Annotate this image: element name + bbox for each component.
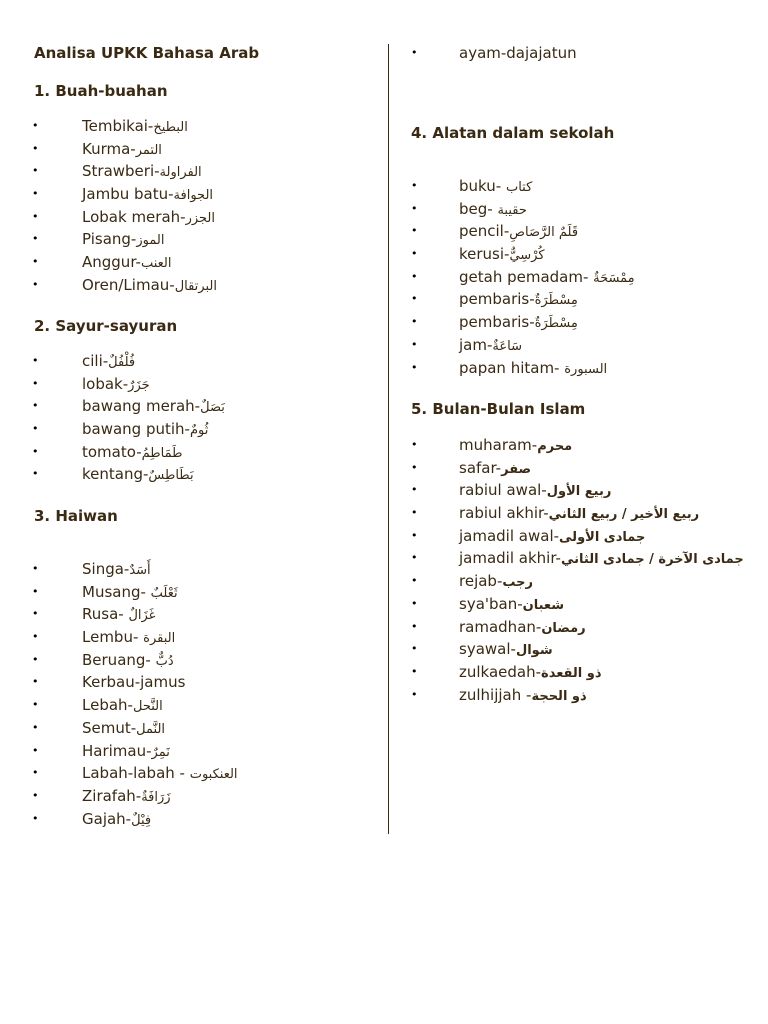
bullet-icon: • (411, 619, 418, 633)
malay-word: kentang- (82, 465, 149, 484)
heading-haiwan: 3. Haiwan (34, 507, 118, 525)
bullet-icon: • (32, 354, 39, 367)
bullet-icon: • (32, 788, 39, 802)
arabic-word: فُلْفُلٌ (108, 355, 136, 370)
item-text (459, 434, 572, 459)
list-item (0, 206, 388, 229)
malay-word: Lebah- (82, 696, 133, 715)
bullet-icon: • (32, 467, 39, 481)
bullet-icon: • (32, 399, 39, 413)
arabic-word: دُبٌّ (155, 653, 174, 669)
bullet-icon: • (32, 607, 39, 621)
item-text (459, 457, 531, 482)
list-item (0, 228, 388, 251)
list-item (392, 243, 768, 266)
malay-word: safar- (459, 458, 502, 477)
arabic-word: بَصَلٌ (200, 400, 225, 416)
malay-word: muharam- (459, 436, 538, 454)
bullet-icon: • (411, 179, 418, 192)
arabic-word: طَمَاطِمُ (141, 445, 183, 461)
item-text (459, 175, 532, 200)
list-item (0, 717, 388, 740)
malay-word: pembaris- (459, 290, 535, 309)
bullet-icon: • (411, 247, 418, 261)
list-item (392, 684, 768, 707)
bullet-icon: • (32, 422, 39, 436)
item-text (82, 183, 213, 208)
list-item (392, 175, 768, 198)
list-item (0, 463, 388, 486)
bullet-icon: • (32, 255, 39, 269)
malay-word: Harimau- (82, 741, 152, 760)
malay-word: ayam-dajajatun (459, 44, 577, 62)
malay-word: Singa- (82, 560, 130, 578)
bullet-icon: • (32, 811, 39, 825)
list-item (0, 762, 388, 785)
list-item (392, 357, 768, 380)
arabic-word: ذو القعدة (541, 665, 602, 681)
arabic-word: محرم (537, 439, 573, 454)
list-item (0, 160, 388, 183)
item-text (82, 418, 208, 443)
bullet-icon: • (411, 315, 418, 329)
arabic-word: جمادى الآخرة / جمادى الثاني (560, 552, 744, 568)
malay-word: bawang merah- (82, 397, 201, 416)
bullet-icon: • (32, 444, 39, 458)
item-text (82, 717, 165, 742)
malay-word: sya'ban- (459, 594, 523, 613)
list-item (392, 593, 768, 616)
bullet-icon: • (411, 46, 418, 59)
list-item (0, 558, 388, 581)
arabic-word: مِمْسَحَةٌ (593, 270, 635, 286)
arabic-word: شوال (515, 643, 553, 659)
arabic-word: ربيع الأول (546, 484, 612, 500)
heading-sayur-sayuran: 2. Sayur-sayuran (34, 317, 178, 335)
list-alatan-sekolah (392, 175, 768, 379)
heading-bulan-islam: 5. Bulan-Bulan Islam (411, 400, 586, 418)
list-buah-buahan (0, 115, 388, 297)
bullet-icon: • (411, 224, 418, 238)
arabic-word: العنكبوت (189, 767, 238, 783)
arabic-word: فِيْلٌ (131, 812, 152, 828)
list-item (0, 274, 388, 297)
item-text (82, 603, 155, 628)
list-item (0, 603, 388, 626)
malay-word: Lembu- (82, 628, 144, 647)
malay-word: tomato- (82, 442, 142, 461)
list-item (392, 198, 768, 221)
document-title: Analisa UPKK Bahasa Arab (34, 44, 260, 62)
item-text (459, 357, 607, 382)
arabic-word: نَمِرٌ (151, 744, 170, 760)
list-item (0, 138, 388, 161)
bullet-icon: • (32, 766, 39, 780)
item-text (459, 547, 744, 572)
bullet-icon: • (411, 574, 418, 588)
item-text (82, 251, 172, 276)
malay-word: zulkaedah- (459, 662, 542, 681)
malay-word: Zirafah- (82, 786, 142, 805)
list-item (392, 220, 768, 243)
bullet-icon: • (32, 584, 39, 598)
malay-word: Musang- (82, 582, 151, 601)
bullet-icon: • (411, 596, 418, 610)
arabic-word: حقيبة (497, 202, 527, 218)
malay-word: rabiul awal- (459, 481, 547, 500)
list-item (0, 808, 388, 831)
malay-word: Kerbau-jamus (82, 673, 186, 692)
item-text (459, 479, 611, 504)
list-item (0, 694, 388, 717)
list-item (392, 638, 768, 661)
list-item (392, 661, 768, 684)
item-text (459, 243, 545, 268)
bullet-icon: • (411, 506, 418, 520)
item-text (82, 138, 162, 163)
malay-word: Kurma- (82, 139, 136, 158)
arabic-word: رمضان (541, 620, 586, 636)
bullet-icon: • (32, 630, 39, 644)
item-text (459, 266, 635, 291)
item-text (459, 593, 564, 618)
list-item (392, 479, 768, 502)
malay-word: Pisang- (82, 230, 137, 249)
arabic-word: الجزر (185, 210, 215, 226)
item-text (459, 220, 578, 245)
malay-word: zulhijjah - (459, 685, 532, 704)
malay-word: Semut- (82, 718, 137, 737)
item-text (82, 395, 225, 420)
arabic-word: النَّمل (136, 721, 166, 737)
arabic-word: الفراولة (159, 165, 202, 181)
list-item (392, 434, 768, 457)
arabic-word: غَزَالٌ (128, 608, 156, 624)
malay-word: jamadil awal- (459, 526, 560, 545)
malay-word: rejab- (459, 572, 503, 591)
bullet-icon: • (32, 652, 39, 666)
item-text (459, 570, 533, 595)
arabic-word: النَّحل (132, 699, 163, 715)
list-item (392, 457, 768, 480)
malay-word: Tembikai- (82, 117, 154, 135)
bullet-icon: • (411, 483, 418, 497)
list-item (392, 547, 768, 570)
item-text (82, 463, 194, 488)
malay-word: buku- (459, 177, 506, 195)
arabic-word: صفر (501, 461, 532, 477)
arabic-word: البطيخ (153, 120, 188, 135)
arabic-word: كتاب (505, 180, 533, 195)
bullet-icon: • (32, 232, 39, 246)
item-text (459, 525, 645, 550)
list-item (392, 525, 768, 548)
item-text (459, 311, 578, 336)
list-item (392, 266, 768, 289)
item-text (82, 115, 188, 140)
heading-alatan-sekolah: 4. Alatan dalam sekolah (411, 124, 615, 142)
list-item (0, 740, 388, 763)
bullet-icon: • (32, 743, 39, 757)
bullet-icon: • (32, 698, 39, 712)
malay-word: Beruang- (82, 650, 156, 669)
item-text (459, 661, 602, 686)
bullet-icon: • (411, 360, 418, 374)
item-text (459, 638, 553, 663)
bullet-icon: • (411, 460, 418, 474)
bullet-icon: • (411, 269, 418, 283)
arabic-word: الجوافة (173, 188, 214, 204)
item-text (82, 350, 135, 375)
arabic-word: قَلَمٌ الرَّصَاصِ (509, 225, 579, 241)
arabic-word: مِسْطَرَةٌ (534, 293, 578, 309)
list-item (0, 183, 388, 206)
list-item (0, 626, 388, 649)
item-text (82, 808, 151, 833)
arabic-word: التمر (135, 142, 162, 158)
item-text (459, 334, 522, 359)
arabic-word: العنب (140, 256, 172, 272)
item-text (82, 671, 185, 694)
arabic-word: ربيع الأخير / ربيع الثاني (548, 507, 700, 523)
list-bulan-islam (392, 434, 768, 706)
list-item (0, 418, 388, 441)
bullet-icon: • (411, 337, 418, 351)
malay-word: kerusi- (459, 245, 510, 264)
item-text (82, 274, 217, 299)
malay-word: jamadil akhir- (459, 549, 561, 568)
bullet-icon: • (32, 164, 39, 178)
malay-word: Labah-labah - (82, 764, 190, 783)
arabic-word: رجب (502, 575, 533, 591)
arabic-word: بَطَاطِسٌ (148, 468, 194, 484)
malay-word: bawang putih- (82, 420, 190, 439)
item-text (459, 288, 578, 313)
list-sayur-sayuran (0, 350, 388, 486)
bullet-icon: • (32, 720, 39, 734)
list-item (0, 649, 388, 672)
item-text (459, 616, 586, 641)
item-text (82, 228, 164, 253)
arabic-word: ثُومٌ (189, 423, 209, 439)
arabic-word: أَسَدٌ (129, 563, 151, 578)
malay-word: pembaris- (459, 313, 535, 332)
arabic-word: الموز (136, 233, 165, 249)
bullet-icon: • (411, 438, 418, 451)
item-text (82, 740, 170, 765)
list-item (392, 570, 768, 593)
bullet-icon: • (411, 664, 418, 678)
bullet-icon: • (32, 562, 39, 575)
malay-word: Jambu batu- (82, 185, 174, 204)
item-text (459, 684, 587, 709)
bullet-icon: • (32, 141, 39, 155)
item-text (82, 649, 174, 674)
bullet-icon: • (32, 209, 39, 223)
list-item (0, 671, 388, 694)
item-text (82, 762, 238, 787)
list-item (0, 441, 388, 464)
list-item (392, 616, 768, 639)
arabic-word: البقرة (143, 631, 176, 647)
arabic-word: شعبان (522, 597, 565, 613)
list-item (0, 251, 388, 274)
malay-word: Rusa- (82, 605, 129, 624)
arabic-word: البرتقال (174, 278, 217, 294)
bullet-icon: • (411, 528, 418, 542)
item-text (459, 198, 527, 223)
arabic-word: ذو الحجة (531, 688, 587, 704)
item-text (82, 558, 151, 583)
bullet-icon: • (32, 187, 39, 201)
item-text (82, 785, 171, 810)
column-divider (388, 44, 389, 834)
list-item (392, 502, 768, 525)
list-item (0, 373, 388, 396)
malay-word: syawal- (459, 640, 516, 659)
malay-word: Lobak merah- (82, 207, 186, 226)
malay-word: rabiul akhir- (459, 504, 549, 523)
item-text (82, 626, 175, 651)
item-text (82, 160, 202, 185)
list-item (392, 334, 768, 357)
arabic-word: السبورة (564, 361, 608, 377)
malay-word: cili- (82, 352, 109, 370)
malay-word: beg- (459, 199, 498, 218)
malay-word: Oren/Limau- (82, 275, 175, 294)
list-haiwan (0, 558, 388, 830)
malay-word: jam- (459, 335, 493, 354)
bullet-icon: • (411, 551, 418, 565)
bullet-icon: • (32, 119, 39, 132)
list-item (0, 115, 388, 138)
list-item (392, 311, 768, 334)
item-text (82, 206, 215, 231)
item-text (459, 42, 577, 65)
item-text (82, 373, 150, 398)
arabic-word: ثَعْلَبٌ (150, 585, 178, 601)
bullet-icon: • (32, 675, 39, 689)
item-text (82, 694, 163, 719)
item-text (82, 441, 182, 466)
list-item (392, 42, 768, 65)
arabic-word: زَرَافَةٌ (141, 789, 171, 805)
item-text (82, 581, 178, 606)
item-text (459, 502, 699, 527)
list-item (0, 785, 388, 808)
arabic-word: سَاعَةٌ (492, 338, 522, 354)
arabic-word: جَزَرٌ (128, 377, 150, 393)
malay-word: Strawberi- (82, 162, 160, 181)
arabic-word: جمادى الأولى (559, 529, 646, 545)
bullet-icon: • (32, 277, 39, 291)
malay-word: pencil- (459, 222, 510, 241)
bullet-icon: • (32, 376, 39, 390)
bullet-icon: • (411, 292, 418, 306)
malay-word: papan hitam- (459, 358, 565, 377)
list-item (0, 581, 388, 604)
malay-word: Gajah- (82, 809, 132, 828)
malay-word: lobak- (82, 374, 129, 393)
heading-buah-buahan: 1. Buah-buahan (34, 82, 168, 100)
list-item (392, 288, 768, 311)
list-haiwan-continued (392, 42, 768, 65)
bullet-icon: • (411, 687, 418, 701)
bullet-icon: • (411, 201, 418, 215)
arabic-word: مِسْطَرَةٌ (534, 316, 578, 332)
arabic-word: كُرْسِيٌّ (509, 248, 545, 264)
malay-word: ramadhan- (459, 617, 542, 636)
malay-word: Anggur- (82, 253, 141, 272)
list-item (0, 350, 388, 373)
malay-word: getah pemadam- (459, 267, 594, 286)
list-item (0, 395, 388, 418)
bullet-icon: • (411, 642, 418, 656)
